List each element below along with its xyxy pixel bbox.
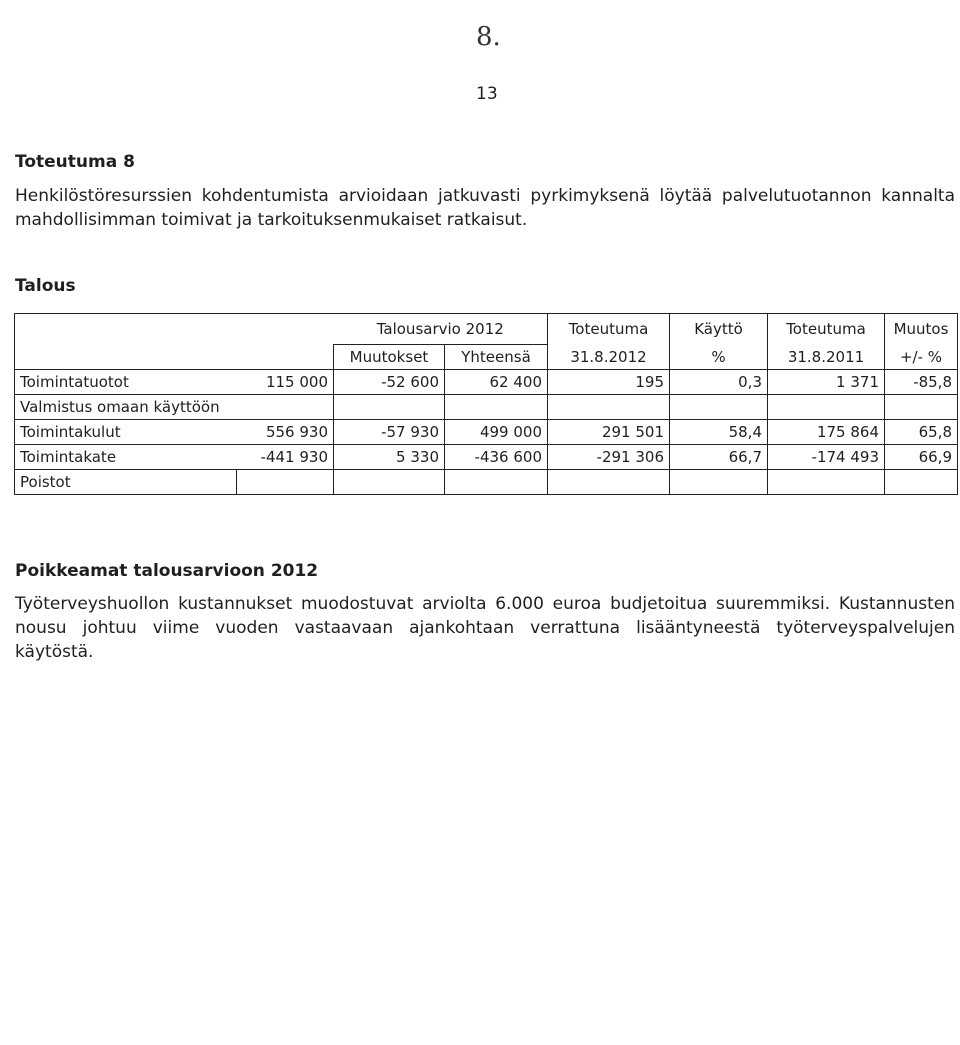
- table-row: [15, 445, 958, 470]
- cell-muutokset: [334, 395, 445, 420]
- cell-muutokset: 5 330: [334, 445, 445, 470]
- header-empty-cell: [237, 345, 334, 370]
- header-talousarvio: Talousarvio 2012: [334, 314, 548, 345]
- cell-toteutuma-2012: [548, 470, 670, 495]
- cell-kaytto: 58,4: [670, 420, 768, 445]
- poikkeamat-paragraph-line-3: käytöstä.: [15, 642, 94, 662]
- table-row: [15, 420, 958, 445]
- cell-toteutuma-2012: -291 306: [548, 445, 670, 470]
- cell-toteutuma-2011: 1 371: [768, 370, 885, 395]
- row-label: Toimintatuotot: [15, 370, 237, 395]
- header-empty-cell: [15, 314, 237, 345]
- poikkeamat-paragraph: [15, 592, 955, 664]
- cell-muutokset: -57 930: [334, 420, 445, 445]
- cell-talousarvio: [237, 395, 334, 420]
- header-kaytto-unit: %: [670, 345, 768, 370]
- poikkeamat-paragraph-line-2: nousu johtuu viime vuoden vastaavaan ajankohtaan verrattuna lisääntyneestä työterveyspalvelujen: [15, 618, 955, 638]
- cell-toteutuma-2012: 195: [548, 370, 670, 395]
- cell-muutokset: -52 600: [334, 370, 445, 395]
- handwritten-page-mark: 8.: [476, 22, 501, 52]
- table-row: [15, 370, 958, 395]
- row-label: Toimintakulut: [15, 420, 237, 445]
- section-paragraph-line-1: Henkilöstöresurssien kohdentumista arvioidaan jatkuvasti pyrkimyksenä löytää palvelutuotannon kannalta: [15, 186, 955, 206]
- talous-heading: Talous: [15, 276, 76, 296]
- cell-muutos: [885, 395, 958, 420]
- cell-yhteensa: [445, 470, 548, 495]
- table-header-row-2: [15, 345, 958, 370]
- cell-kaytto: [670, 470, 768, 495]
- header-toteutuma-2011-date: 31.8.2011: [768, 345, 885, 370]
- header-empty-cell: [15, 345, 237, 370]
- cell-toteutuma-2011: [768, 470, 885, 495]
- cell-talousarvio: 115 000: [237, 370, 334, 395]
- cell-muutos: -85,8: [885, 370, 958, 395]
- cell-talousarvio: [237, 470, 334, 495]
- page-number: 13: [476, 84, 498, 104]
- cell-muutos: [885, 470, 958, 495]
- section-heading-toteutuma: Toteutuma 8: [15, 152, 135, 172]
- header-toteutuma-2012: Toteutuma: [548, 314, 670, 345]
- header-empty-cell: [237, 314, 334, 345]
- cell-toteutuma-2011: -174 493: [768, 445, 885, 470]
- cell-talousarvio: 556 930: [237, 420, 334, 445]
- cell-toteutuma-2011: [768, 395, 885, 420]
- row-label: Toimintakate: [15, 445, 237, 470]
- cell-kaytto: 66,7: [670, 445, 768, 470]
- table-row: [15, 395, 958, 420]
- cell-yhteensa: 62 400: [445, 370, 548, 395]
- header-yhteensa: Yhteensä: [445, 345, 548, 370]
- cell-yhteensa: -436 600: [445, 445, 548, 470]
- header-kaytto: Käyttö: [670, 314, 768, 345]
- header-muutos: Muutos: [885, 314, 958, 345]
- header-toteutuma-2012-date: 31.8.2012: [548, 345, 670, 370]
- cell-muutokset: [334, 470, 445, 495]
- cell-kaytto: 0,3: [670, 370, 768, 395]
- poikkeamat-heading: Poikkeamat talousarvioon 2012: [15, 561, 319, 581]
- row-label: Valmistus omaan käyttöön: [15, 395, 237, 420]
- poikkeamat-paragraph-line-1: Työterveyshuollon kustannukset muodostuvat arviolta 6.000 euroa budjetoitua suuremmiksi. Kustannusten: [15, 594, 955, 614]
- cell-toteutuma-2012: 291 501: [548, 420, 670, 445]
- cell-yhteensa: 499 000: [445, 420, 548, 445]
- header-muutokset: Muutokset: [334, 345, 445, 370]
- cell-yhteensa: [445, 395, 548, 420]
- talous-table: [14, 313, 958, 495]
- header-muutos-unit: +/- %: [885, 345, 958, 370]
- cell-muutos: 65,8: [885, 420, 958, 445]
- header-toteutuma-2011: Toteutuma: [768, 314, 885, 345]
- section-paragraph: [15, 184, 955, 232]
- cell-talousarvio: -441 930: [237, 445, 334, 470]
- row-label: Poistot: [15, 470, 237, 495]
- section-paragraph-line-2: mahdollisimman toimivat ja tarkoituksenmukaiset ratkaisut.: [15, 210, 528, 230]
- cell-kaytto: [670, 395, 768, 420]
- cell-muutos: 66,9: [885, 445, 958, 470]
- table-header-row-1: [15, 314, 958, 345]
- cell-toteutuma-2012: [548, 395, 670, 420]
- cell-toteutuma-2011: 175 864: [768, 420, 885, 445]
- table-row: [15, 470, 958, 495]
